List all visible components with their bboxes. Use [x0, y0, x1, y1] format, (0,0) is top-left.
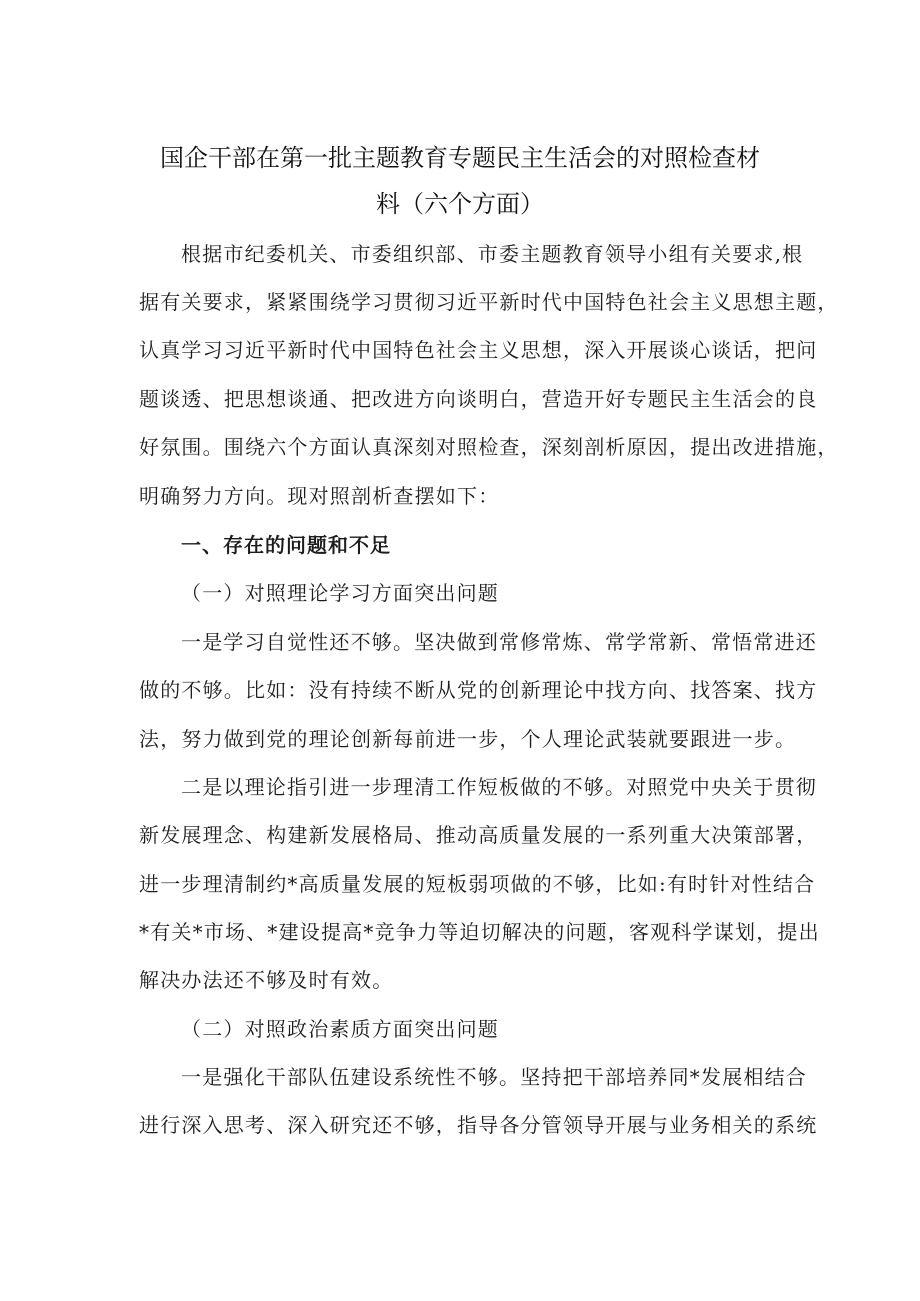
paragraph-line: 认真学习习近平新时代中国特色社会主义思想，深入开展谈心谈话，把问	[139, 338, 818, 362]
paragraph-line: 好氛围。围绕六个方面认真深刻对照检查，深刻剖析原因，提出改进措施，	[139, 435, 839, 459]
paragraph-line: 根据市纪委机关、市委组织部、市委主题教育领导小组有关要求,根	[181, 242, 804, 266]
document-title-line-1: 国企干部在第一批主题教育专题民主生活会的对照检查材	[160, 144, 760, 172]
paragraph-line: 题谈透、把思想谈通、把改进方向谈明白，营造开好专题民主生活会的良	[139, 387, 818, 411]
subsection-heading: （一）对照理论学习方面突出问题	[181, 581, 499, 605]
section-heading: 一、存在的问题和不足	[181, 533, 391, 557]
paragraph-line: 法，努力做到党的理论创新每前进一步，个人理论武装就要跟进一步。	[139, 727, 797, 751]
paragraph-line: *有关*市场、*建设提高*竞争力等迫切解决的问题，客观科学谋划，提出	[139, 920, 820, 944]
document-title-line-2: 料（六个方面）	[376, 190, 544, 218]
paragraph-line: 进行深入思考、深入研究还不够，指导各分管领导开展与业务相关的系统	[139, 1113, 818, 1137]
subsection-heading: （二）对照政治素质方面突出问题	[181, 1017, 499, 1041]
paragraph-line: 据有关要求，紧紧围绕学习贯彻习近平新时代中国特色社会主义思想主题，	[139, 290, 839, 314]
paragraph-line: 解决办法还不够及时有效。	[139, 968, 394, 992]
paragraph-line: 进一步理清制约*高质量发展的短板弱项做的不够，比如:有时针对性结合	[139, 872, 816, 896]
paragraph-line: 做的不够。比如：没有持续不断从党的创新理论中找方向、找答案、找方	[139, 678, 818, 702]
paragraph-line: 一是强化干部队伍建设系统性不够。坚持把干部培养同*发展相结合	[181, 1065, 807, 1089]
paragraph-line: 二是以理论指引进一步理清工作短板做的不够。对照党中央关于贯彻	[181, 775, 817, 799]
paragraph-line: 新发展理念、构建新发展格局、推动高质量发展的一系列重大决策部署，	[139, 823, 818, 847]
paragraph-line: 明确努力方向。现对照剖析查摆如下：	[139, 484, 500, 508]
paragraph-line: 一是学习自觉性还不够。坚决做到常修常炼、常学常新、常悟常进还	[181, 630, 817, 654]
